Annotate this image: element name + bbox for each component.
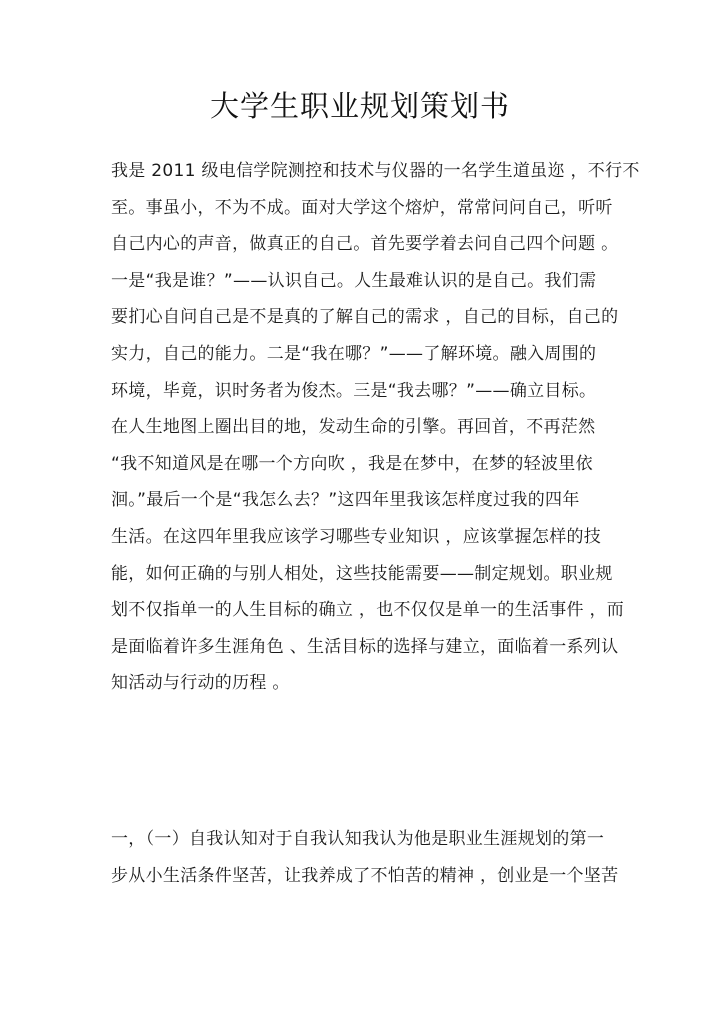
text-line: 实力，自己的能力。二是“我在哪？”——了解环境。融入周围的 (111, 343, 597, 364)
text-line: 洄。”最后一个是“我怎么去？”这四年里我该怎样度过我的四年 (111, 490, 580, 511)
text-line: 环境，毕竟，识时务者为俊杰。三是“我去哪？”——确立目标。 (111, 380, 597, 401)
paragraph-self-awareness (111, 821, 619, 894)
paragraph-intro (111, 153, 640, 702)
text-line: 步从小生活条件坚苦，让我养成了不怕苦的精神 ，创业是一个坚苦 (111, 865, 619, 886)
text-line: “我不知道风是在哪一个方向吹 ，我是在梦中，在梦的轻波里依 (111, 453, 593, 474)
text-line: 要扪心自问自己是不是真的了解自己的需求 ，自己的目标，自己的 (111, 307, 619, 328)
text-line: 一，（一）自我认知对于自我认知我认为他是职业生涯规划的第一 (111, 829, 605, 849)
text-line: 一是“我是谁？”——认识自己。人生最难认识的是自己。我们需 (111, 270, 597, 291)
text-line: 自己内心的声音，做真正的自己。首先要学着去问自己四个问题 。 (111, 234, 619, 255)
text-line: 是面临着许多生涯角色 、生活目标的选择与建立，面临着一系列认 (111, 636, 619, 657)
text-line: 划不仅指单一的人生目标的确立 ，也不仅仅是单一的生活事件 ，而 (111, 600, 625, 621)
document-title: 大学生职业规划策划书 (209, 89, 510, 123)
text-line: 知活动与行动的历程 。 (111, 673, 290, 694)
text-line: 能，如何正确的与别人相处，这些技能需要——制定规划。职业规 (111, 563, 613, 584)
text-line: 在人生地图上圈出目的地，发动生命的引擎。再回首，不再茫然 (111, 417, 596, 438)
text-line: 生活。在这四年里我应该学习哪些专业知识 ，应该掌握怎样的技 (111, 526, 602, 547)
text-line: 至。事虽小，不为不成。面对大学这个熔炉，常常问问自己，听听 (111, 197, 613, 218)
text-line: 我是 2011 级电信学院测控和技术与仪器的一名学生道虽迩 ，不行不 (111, 161, 640, 181)
